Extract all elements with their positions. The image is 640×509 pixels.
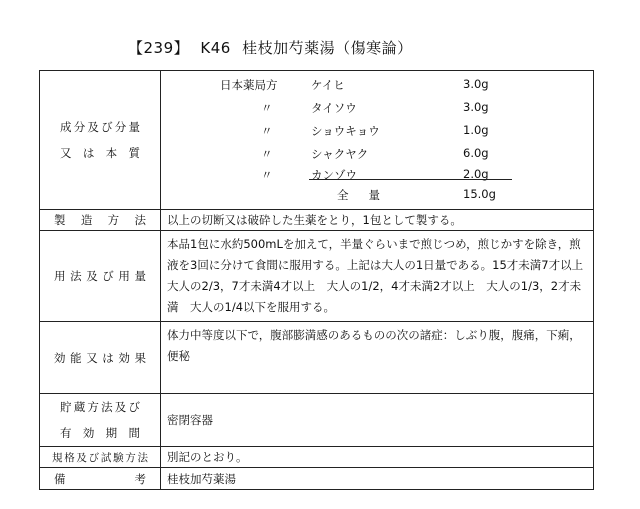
ingredient-source: 〃 (261, 168, 273, 182)
ingredient-amount: 6.0g (463, 146, 489, 160)
remarks-text: 桂枝加芍薬湯 (161, 468, 594, 490)
ingredient-source: 〃 (261, 101, 273, 115)
manufacturing-row (40, 210, 594, 231)
standards-row (40, 447, 594, 468)
composition-row (40, 71, 594, 210)
ingredient-name: カンゾウ (311, 168, 357, 182)
indications-text: 体力中等度以下で，腹部膨満感のあるものの次の諸症：しぶり腹，腹痛，下痢，便秘 (161, 322, 594, 394)
dosage-label: 用法及び用量 (54, 269, 146, 283)
remarks-header (40, 468, 161, 490)
remarks-row (40, 468, 594, 490)
composition-label-line1: 成分及び分量 (60, 120, 140, 134)
ingredient-amount: 3.0g (463, 77, 489, 91)
dosage-row (40, 231, 594, 322)
ingredient-amount: 2.0g (463, 167, 489, 181)
ingredient-row (161, 100, 593, 120)
ingredient-row (161, 146, 593, 166)
dosage-header (40, 231, 161, 322)
ingredient-name: ケイヒ (311, 78, 345, 92)
total-row (161, 187, 593, 207)
composition-label-line2: 又は本質 (60, 146, 140, 160)
manufacturing-text: 以上の切断又は破砕した生薬をとり，1包として製する。 (161, 210, 594, 231)
total-label: 全量 (337, 188, 400, 202)
ingredient-name: ショウキョウ (311, 124, 380, 138)
ingredient-row (161, 123, 593, 143)
title-name: 桂枝加芍薬湯（傷寒論） (242, 39, 413, 57)
composition-cell (161, 71, 594, 210)
total-amount: 15.0g (463, 187, 496, 201)
remarks-label: 備考 (54, 471, 146, 486)
storage-label-line1: 貯蔵方法及び (60, 400, 140, 414)
manufacturing-label: 製造方法 (54, 213, 146, 227)
standards-header (40, 447, 161, 468)
total-divider (309, 179, 512, 180)
storage-row (40, 394, 594, 447)
page-title (128, 37, 419, 58)
indications-header (40, 322, 161, 394)
storage-label-line2: 有効期間 (60, 426, 140, 440)
indications-row (40, 322, 594, 394)
ingredient-row (161, 77, 593, 97)
ingredient-source: 日本薬局方 (220, 78, 278, 92)
title-number: 【239】 (128, 39, 190, 57)
standards-label: 規格及び試験方法 (52, 451, 148, 464)
ingredient-row (161, 167, 593, 187)
manufacturing-header (40, 210, 161, 231)
standards-text: 別記のとおり。 (161, 447, 594, 468)
storage-header (40, 394, 161, 447)
ingredient-amount: 3.0g (463, 100, 489, 114)
ingredient-source: 〃 (261, 124, 273, 138)
ingredient-source: 〃 (261, 147, 273, 161)
storage-text: 密閉容器 (161, 394, 594, 447)
ingredient-amount: 1.0g (463, 123, 489, 137)
dosage-text: 本品1包に水約500mLを加えて，半量ぐらいまで煎じつめ，煎じかすを除き，煎液を3回に分けて食間に服用する。上記は大人の1日量である。15才未満7才以上 大人の2/3，7才未満4才以上 大人の1/2，4才未満2才以上 大人の1/3，2才未満 大人の1/4以下を服用する。 (161, 231, 594, 322)
title-code: K46 (200, 39, 231, 57)
composition-header (40, 71, 161, 210)
indications-label: 効能又は効果 (54, 350, 146, 365)
ingredient-name: シャクヤク (311, 147, 369, 161)
monograph-table (39, 70, 594, 490)
ingredient-name: タイソウ (311, 101, 357, 115)
